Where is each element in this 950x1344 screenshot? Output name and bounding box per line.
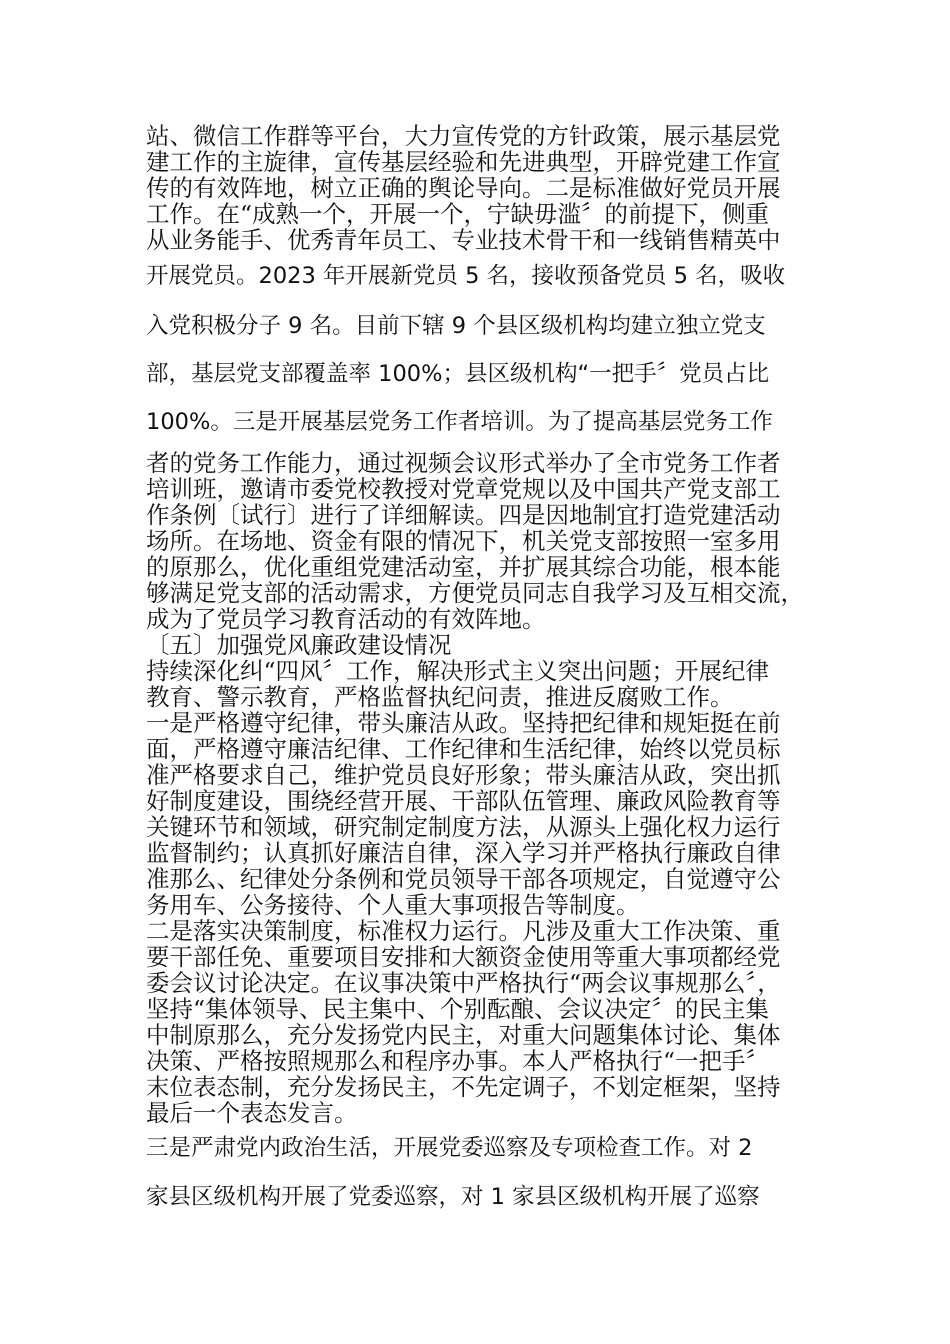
- text-line: 入党积极分子 9 名。目前下辖 9 个县区级机构均建立独立党支: [146, 313, 766, 339]
- text-line: 工作。在“成熟一个，开展一个，宁缺毋滥〞的前提下，侧重: [146, 200, 770, 228]
- text-line: 开展党员。2023 年开展新党员 5 名，接收预备党员 5 名，吸收: [146, 263, 786, 289]
- text-line: 要干部任免、重要项目安排和大额资金使用等重大事项都经党: [146, 943, 781, 971]
- text-line: 的原那么，优化重组党建活动室，并扩展其综合功能，根本能: [146, 553, 781, 581]
- text-line: 最后一个表态发言。: [146, 1099, 358, 1127]
- text-line: 站、微信工作群等平台，大力宣传党的方针政策，展示基层党: [146, 122, 781, 150]
- text-line: 坚持“集体领导、民主集中、个别酝酿、会议决定〞的民主集: [146, 995, 770, 1023]
- text-line: 中制原那么，充分发扬党内民主，对重大问题集体讨论、集体: [146, 1021, 781, 1049]
- text-line: 监督制约；认真抓好廉洁自律，深入学习并严格执行廉政自律: [146, 839, 781, 867]
- text-line: 决策、严格按照规那么和程序办事。本人严格执行“一把手〞: [146, 1047, 770, 1075]
- text-line: 家县区级机构开展了党委巡察，对 1 家县区级机构开展了巡察: [146, 1184, 760, 1210]
- text-line: 成为了党员学习教育活动的有效阵地。: [146, 605, 546, 633]
- text-line: 者的党务工作能力，通过视频会议形式举办了全市党务工作者: [146, 449, 781, 477]
- text-line: 持续深化纠“四风〞工作，解决形式主义突出问题；开展纪律: [146, 657, 770, 685]
- text-line: 传的有效阵地，树立正确的舆论导向。二是标准做好党员开展: [146, 174, 781, 202]
- text-line: 100%。三是开展基层党务工作者培训。为了提高基层党务工作: [146, 409, 773, 435]
- text-line: 面，严格遵守廉洁纪律、工作纪律和生活纪律，始终以党员标: [146, 735, 781, 763]
- text-line: 关键环节和领域，研究制定制度方法，从源头上强化权力运行: [146, 813, 781, 841]
- text-line: 准那么、纪律处分条例和党员领导干部各项规定，自觉遵守公: [146, 865, 781, 893]
- text-line: 场所。在场地、资金有限的情况下，机关党支部按照一室多用: [146, 527, 781, 555]
- text-line: 二是落实决策制度，标准权力运行。凡涉及重大工作决策、重: [146, 917, 781, 945]
- text-line: 部，基层党支部覆盖率 100%；县区级机构“一把手〞党员占比: [146, 361, 770, 387]
- text-line: 委会议讨论决定。在议事决策中严格执行“两会议事规那么〞，: [146, 969, 781, 997]
- text-line: 建工作的主旋律，宣传基层经验和先进典型，开辟党建工作宣: [146, 148, 781, 176]
- text-line: 末位表态制，充分发扬民主，不先定调子，不划定框架，坚持: [146, 1073, 781, 1101]
- text-line: 三是严肃党内政治生活，开展党委巡察及专项检查工作。对 2: [146, 1135, 753, 1161]
- text-line: 好制度建设，围绕经营开展、干部队伍管理、廉政风险教育等: [146, 787, 781, 815]
- text-line: 准严格要求自己，维护党员良好形象；带头廉洁从政，突出抓: [146, 761, 781, 789]
- text-line: 培训班，邀请市委党校教授对党章党规以及中国共产党支部工: [146, 475, 781, 503]
- text-line: 够满足党支部的活动需求，方便党员同志自我学习及互相交流，: [146, 579, 804, 607]
- text-line: 一是严格遵守纪律，带头廉洁从政。坚持把纪律和规矩挺在前: [146, 709, 781, 737]
- text-line: 从业务能手、优秀青年员工、专业技术骨干和一线销售精英中: [146, 226, 781, 254]
- text-line: 教育、警示教育，严格监督执纪问责，推进反腐败工作。: [146, 683, 734, 711]
- text-line: 作条例〔试行〕进行了详细解读。四是因地制宜打造党建活动: [146, 501, 781, 529]
- section-heading: 〔五〕加强党风廉政建设情况: [146, 631, 452, 659]
- text-line: 务用车、公务接待、个人重大事项报告等制度。: [146, 891, 640, 919]
